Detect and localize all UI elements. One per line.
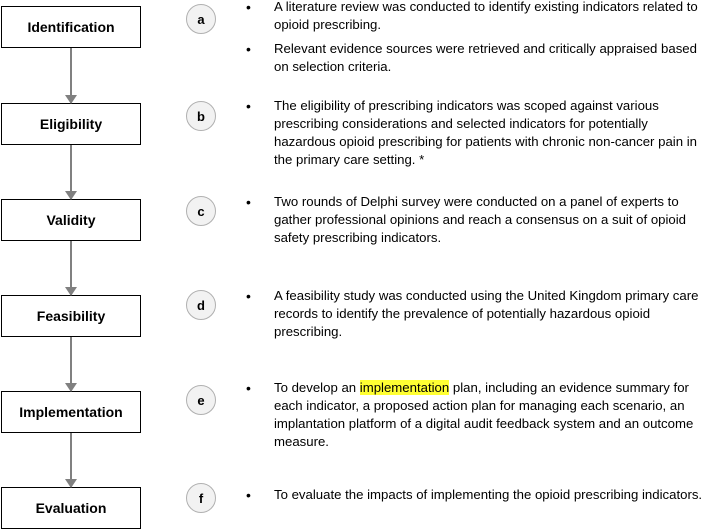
bullet-list-evaluation: [244, 486, 708, 510]
bullet-item: • A literature review was conducted to identify existing indicators related to opioid prescribing.: [244, 0, 708, 34]
bullet-text: plan, including an evidence summary for each indicator, a proposed action plan for managing each scenario, an implantation platform of a digital audit feedback system and an outcome measure.: [274, 380, 694, 449]
stage-box-implementation: Implementation: [1, 391, 141, 433]
stage-box-validity: Validity: [1, 199, 141, 241]
bullet-text: To develop an: [274, 380, 360, 395]
step-circle-a: a: [186, 4, 216, 34]
bullet-list-feasibility: [244, 287, 708, 347]
bullet-item: • A feasibility study was conducted using the United Kingdom primary care records to identify the prevalence of potentially hazardous opioid prescribing.: [244, 287, 708, 341]
highlighted-text: implementation: [359, 380, 450, 395]
arrow-down-icon: [70, 48, 72, 103]
stage-box-identification: Identification: [1, 6, 141, 48]
stage-box-eligibility: Eligibility: [1, 103, 141, 145]
step-circle-e: e: [186, 385, 216, 415]
bullet-item: • To evaluate the impacts of implementing the opioid prescribing indicators.: [244, 486, 708, 504]
bullet-list-implementation: [244, 379, 708, 457]
step-circle-b: b: [186, 101, 216, 131]
bullet-item: • Relevant evidence sources were retrieved and critically appraised based on selection criteria.: [244, 40, 708, 76]
bullet-list-validity: [244, 193, 708, 253]
arrow-down-icon: [70, 241, 72, 295]
stage-box-feasibility: Feasibility: [1, 295, 141, 337]
step-circle-f: f: [186, 483, 216, 513]
bullet-item: • The eligibility of prescribing indicators was scoped against various prescribing considerations and selected indicators for potentially hazardous opioid prescribing for patients with chronic non-cancer pain in the primary care setting. *: [244, 97, 708, 169]
bullet-list-identification: [244, 0, 708, 82]
bullet-item: • Two rounds of Delphi survey were conducted on a panel of experts to gather professional opinions and reach a consensus on a suit of opioid safety prescribing indicators.: [244, 193, 708, 247]
stage-box-evaluation: Evaluation: [1, 487, 141, 529]
bullet-list-eligibility: [244, 97, 708, 175]
step-circle-c: c: [186, 196, 216, 226]
step-circle-d: d: [186, 290, 216, 320]
bullet-item: [244, 379, 708, 451]
arrow-down-icon: [70, 337, 72, 391]
arrow-down-icon: [70, 145, 72, 199]
arrow-down-icon: [70, 433, 72, 487]
